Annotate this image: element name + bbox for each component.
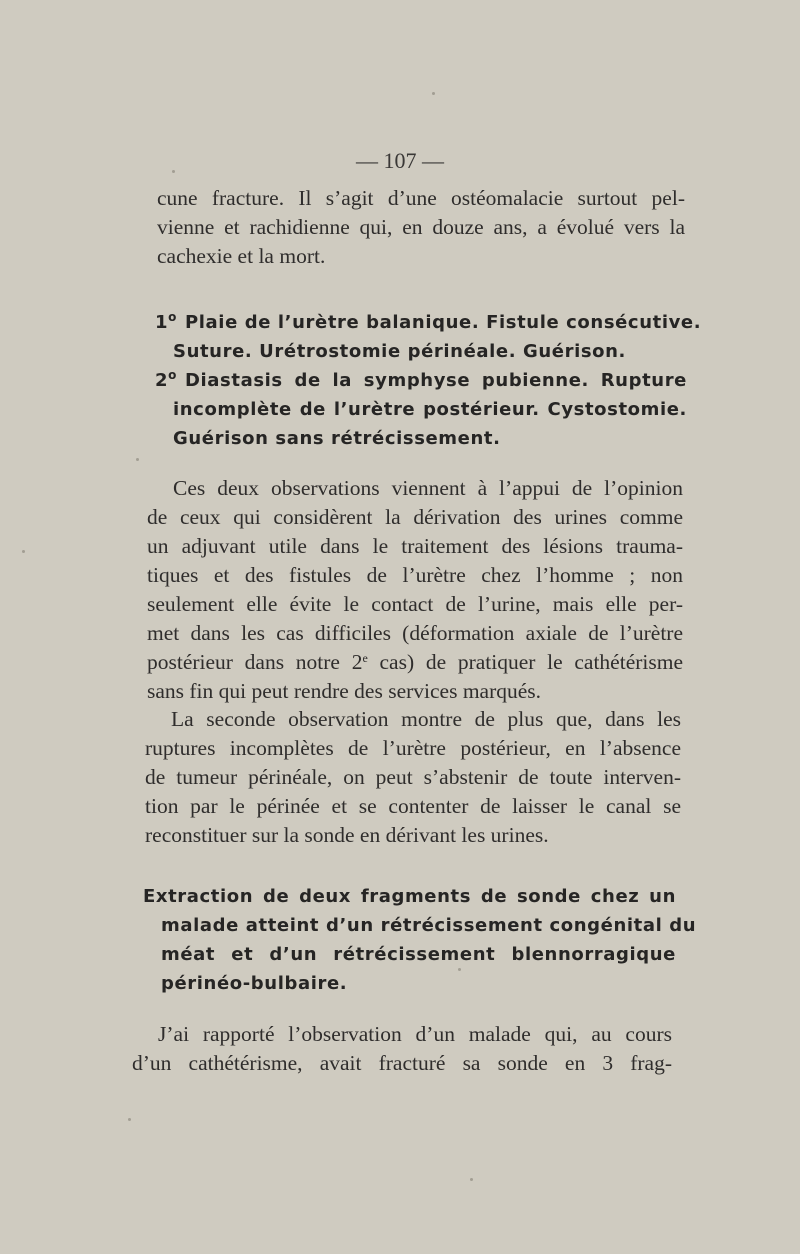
- heading-line: incomplète de l’urètre postérieur. Cystostomie.: [173, 399, 687, 420]
- heading-line: malade atteint d’un rétrécissement congénital du: [161, 915, 697, 936]
- text-line: tiques et des fistules de l’urètre chez l’homme ; non: [147, 563, 683, 587]
- intro-paragraph: [157, 184, 685, 271]
- page-number: — 107 —: [356, 148, 444, 173]
- extraction-heading: [143, 882, 697, 998]
- heading-line: Extraction de deux fragments de sonde chez un: [143, 886, 676, 907]
- heading-line: méat et d’un rétrécissement blennorragique: [161, 944, 676, 965]
- paragraph-second-observation: [145, 705, 681, 850]
- text-line: tion par le périnée et se contenter de laisser le canal se: [145, 794, 681, 818]
- text-line: postérieur dans notre 2e cas) de pratiquer le cathétérisme: [147, 650, 684, 674]
- heading-line: périnéo-bulbaire.: [161, 973, 348, 994]
- paper-speck: [172, 170, 175, 173]
- text-line: met dans les cas difficiles (déformation axiale de l’urètre: [147, 621, 683, 645]
- observations-heading: [155, 308, 702, 453]
- text-line: un adjuvant utile dans le traitement des lésions trauma-: [147, 534, 683, 558]
- heading-line: Guérison sans rétrécissement.: [173, 428, 501, 449]
- text-line: seulement elle évite le contact de l’urine, mais elle per-: [147, 592, 683, 616]
- text-line: sans fin qui peut rendre des services marqués.: [147, 679, 542, 703]
- paper-speck: [432, 92, 435, 95]
- heading-line: Suture. Urétrostomie périnéale. Guérison.: [173, 341, 626, 362]
- text-line: ruptures incomplètes de l’urètre postérieur, en l’absence: [145, 736, 681, 760]
- paper-speck: [22, 550, 25, 553]
- paragraph-conclusion: [147, 474, 683, 706]
- heading-line: 1$^o$ Plaie de l’urètre balanique. Fistule consécutive.: [155, 308, 687, 337]
- heading-line: 2$^o$ Diastasis de la symphyse pubienne. Rupture: [155, 366, 687, 395]
- text-line: vienne et rachidienne qui, en douze ans, a évolué vers la: [157, 215, 685, 239]
- text-line: cune fracture. Il s’agit d’une ostéomalacie surtout pel-: [157, 186, 685, 210]
- paragraph-extraction: [132, 1020, 672, 1078]
- text-line: Ces deux observations viennent à l’appui de l’opinion: [173, 476, 683, 500]
- text-line: reconstituer sur la sonde en dérivant les urines.: [145, 823, 549, 847]
- paper-speck: [128, 1118, 131, 1121]
- text-line: La seconde observation montre de plus que, dans les: [171, 707, 681, 731]
- item-number: 2$^o$: [155, 368, 177, 391]
- paper-speck: [458, 968, 461, 971]
- text-line: cachexie et la mort.: [157, 244, 326, 268]
- text-line: d’un cathétérisme, avait fracturé sa sonde en 3 frag-: [132, 1051, 672, 1075]
- paper-speck: [470, 1178, 473, 1181]
- paper-speck: [136, 458, 139, 461]
- text-line: de ceux qui considèrent la dérivation des urines comme: [147, 505, 683, 529]
- text-line: J’ai rapporté l’observation d’un malade qui, au cours: [158, 1022, 672, 1046]
- item-number: 1$^o$: [155, 310, 177, 333]
- text-line: de tumeur périnéale, on peut s’abstenir de toute interven-: [145, 765, 681, 789]
